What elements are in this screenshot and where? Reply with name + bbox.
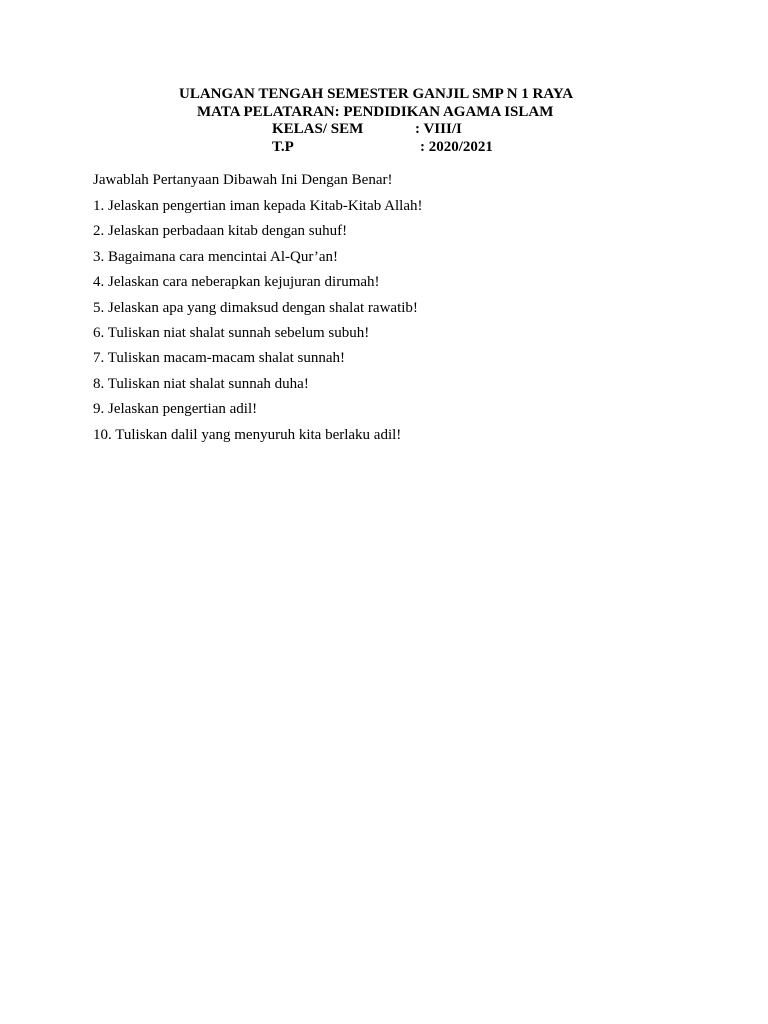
- class-label: KELAS/ SEM: [272, 121, 364, 137]
- exam-title: ULANGAN TENGAH SEMESTER GANJIL SMP N 1 RAYA: [179, 86, 574, 102]
- question-list: [93, 196, 733, 445]
- exam-subject: MATA PELATARAN: PENDIDIKAN AGAMA ISLAM: [197, 103, 554, 120]
- school-year-value: : 2020/2021: [420, 138, 493, 155]
- question-item: 6. Tuliskan niat shalat sunnah sebelum subuh!: [93, 324, 370, 341]
- question-item: 1. Jelaskan pengertian iman kepada Kitab-Kitab Allah!: [93, 198, 423, 214]
- question-item: 5. Jelaskan apa yang dimaksud dengan shalat rawatib!: [93, 299, 418, 316]
- exam-header: [0, 86, 768, 156]
- school-year-row: [0, 139, 768, 157]
- school-year-label: T.P: [272, 138, 294, 155]
- question-item: 3. Bagaimana cara mencintai Al-Qur’an!: [93, 248, 339, 265]
- question-item: 4. Jelaskan cara neberapkan kejujuran dirumah!: [93, 274, 380, 291]
- question-item: 2. Jelaskan perbadaan kitab dengan suhuf!: [93, 223, 348, 240]
- question-item: 9. Jelaskan pengertian adil!: [93, 401, 258, 418]
- exam-content: [93, 170, 733, 450]
- question-item: 10. Tuliskan dalil yang menyuruh kita berlaku adil!: [93, 426, 402, 443]
- question-item: 7. Tuliskan macam-macam shalat sunnah!: [93, 350, 346, 367]
- class-row: [0, 121, 768, 139]
- instruction-text: Jawablah Pertanyaan Dibawah Ini Dengan Benar!: [93, 172, 393, 188]
- question-item: 8. Tuliskan niat shalat sunnah duha!: [93, 375, 309, 392]
- class-value: : VIII/I: [415, 121, 462, 137]
